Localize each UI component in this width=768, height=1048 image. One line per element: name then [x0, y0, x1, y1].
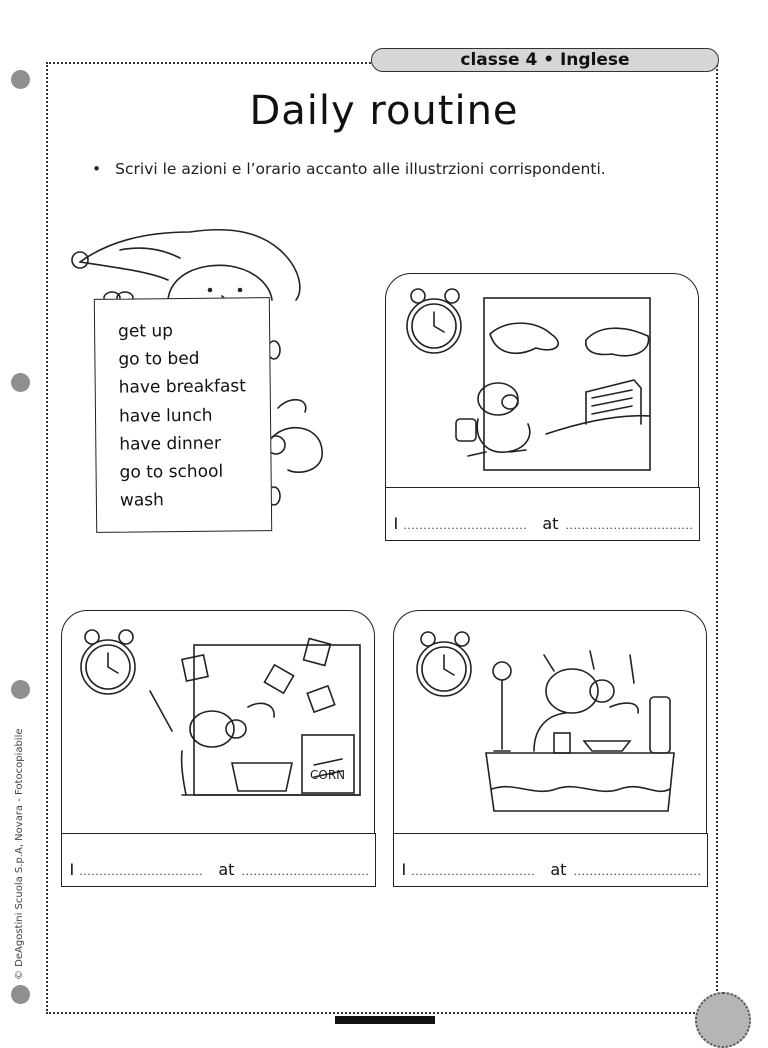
- page-corner-marker: [695, 992, 751, 1048]
- answer-line[interactable]: [393, 833, 708, 887]
- action-item: wash: [119, 490, 164, 511]
- binder-hole: [11, 985, 30, 1004]
- class-badge: classe 4 • Inglese: [371, 48, 719, 72]
- binder-hole: [11, 70, 30, 89]
- breakfast-scene-illustration: [62, 611, 376, 831]
- answer-line[interactable]: [385, 487, 700, 541]
- action-item: go to school: [119, 461, 224, 483]
- actions-sign: [94, 297, 272, 533]
- copyright-note: © DeAgostini Scuola S.p.A, Novara - Fotocopiabile: [14, 728, 25, 980]
- dinner-scene-illustration: [394, 611, 708, 831]
- action-blank[interactable]: ...............................: [403, 518, 528, 532]
- binder-hole: [11, 680, 30, 699]
- action-item: go to bed: [118, 349, 200, 370]
- school-scene-illustration: [386, 274, 700, 486]
- action-item: have lunch: [118, 405, 213, 427]
- panel-breakfast: [61, 610, 375, 886]
- bullet: •: [92, 160, 102, 178]
- actions-list: [95, 298, 271, 515]
- subject-label: I: [401, 859, 407, 879]
- action-blank[interactable]: ...............................: [411, 864, 536, 878]
- subject-label: I: [69, 859, 75, 879]
- bottom-bar: [335, 1016, 435, 1024]
- at-label: at: [218, 859, 235, 879]
- time-blank[interactable]: ................................: [565, 518, 694, 532]
- instruction-text: Scrivi le azioni e l’orario accanto alle illustrzioni corrispondenti.: [115, 160, 606, 178]
- cereal-box-text: CORN: [310, 768, 346, 782]
- action-item: have dinner: [119, 433, 222, 455]
- at-label: at: [542, 513, 559, 533]
- instruction: [92, 160, 606, 178]
- panel-school: [385, 273, 699, 540]
- action-blank[interactable]: ...............................: [79, 864, 204, 878]
- binder-hole: [11, 373, 30, 392]
- action-item: have breakfast: [118, 376, 246, 399]
- time-blank[interactable]: ................................: [573, 864, 702, 878]
- action-item: get up: [118, 321, 174, 342]
- at-label: at: [550, 859, 567, 879]
- page-title: Daily routine: [249, 88, 519, 134]
- answer-line[interactable]: [61, 833, 376, 887]
- subject-label: I: [393, 513, 399, 533]
- panel-dinner: [393, 610, 707, 886]
- time-blank[interactable]: ................................: [241, 864, 370, 878]
